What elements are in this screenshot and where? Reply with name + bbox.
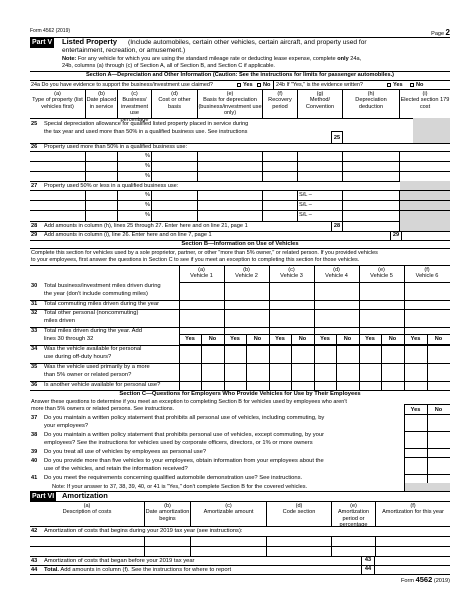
v6-yes-label: Yes [410, 336, 421, 342]
label-24a-no: No [263, 82, 271, 88]
line-39-number: 39 [31, 449, 38, 455]
section-c-no-label: No [434, 407, 443, 413]
v3-no-label: No [298, 336, 307, 342]
line-27-row3-percent: % [145, 212, 150, 218]
question-24b: 24b If "Yes," is the evidence written? [276, 82, 363, 88]
part-5-note-2: 24b, columns (a) through (c) of Section A, all of Section B, and Section C if applicable. [62, 63, 275, 69]
line-43-box-label: 43 [361, 556, 375, 565]
line-25-box-label: 25 [331, 131, 343, 143]
checkbox-24b-no[interactable] [410, 83, 414, 87]
line-40-no-cell[interactable] [428, 458, 449, 474]
line-42-text: Amortization of costs that begins during your 2019 tax year (see instructions): [44, 528, 243, 534]
section-c-note-shade [404, 483, 450, 491]
vehicle-6-header: (f) Vehicle 6 [415, 267, 439, 280]
line-43-number: 43 [31, 558, 38, 564]
line-30-text-2: the year (don't include commuting miles) [44, 291, 148, 297]
line-40-text-1: Do you provide more than five vehicles to your employees, obtain information from your employees about the [44, 458, 324, 464]
line-29-box-label: 29 [390, 231, 402, 240]
line-41-number: 41 [31, 475, 38, 481]
col-d-header: (d) Cost or other basis [158, 91, 191, 110]
line-25-number: 25 [31, 121, 38, 127]
col-b-header: (b) Date placed in service [86, 91, 117, 110]
col-f-header: (f) Recovery period [268, 91, 292, 110]
amort-col-d-header: (d) Code section [282, 503, 316, 516]
vehicle-1-header: (a) Vehicle 1 [190, 267, 213, 280]
v1-no-label: No [208, 336, 217, 342]
line-28-amount[interactable] [343, 221, 400, 231]
form-footer: Form 4562 (2019) [400, 575, 450, 584]
line-39-no-cell[interactable] [428, 449, 449, 457]
line-27-row2-percent: % [145, 202, 150, 208]
line-34-text-1: Was the vehicle available for personal [44, 346, 142, 352]
part-5-note-1: Note: For any vehicle for which you are using the standard mileage rate or deducting lease expense, complete only 24a, [62, 56, 362, 62]
part-5-badge: Part V [30, 38, 54, 48]
line-37-yes-cell[interactable] [405, 415, 426, 431]
col-h-header: (h) Depreciation deduction [355, 91, 387, 110]
line-29-text: Add amounts in column (i), line 26. Enter here and on line 7, page 1 [44, 232, 212, 238]
section-c-title: Section C—Questions for Employers Who Provide Vehicles for Use by Their Employees [119, 391, 361, 397]
line-29-amount[interactable] [402, 231, 450, 240]
line-28-number: 28 [31, 223, 38, 229]
v5-no-label: No [388, 336, 397, 342]
vehicle-3-header: (c) Vehicle 3 [280, 267, 303, 280]
vehicle-4-header: (d) Vehicle 4 [325, 267, 348, 280]
line-35-text-1: Was the vehicle used primarily by a more [44, 364, 150, 370]
line-44-box-label: 44 [361, 565, 375, 574]
col-c-header: (c) Business/ investment use percentage [120, 91, 149, 123]
part-6-title: Amortization [62, 491, 108, 500]
section-c-note: Note: If your answer to 37, 38, 39, 40, or 41 is "Yes," don't complete Section B for the covered vehicles. [52, 484, 308, 490]
v4-no-label: No [343, 336, 352, 342]
label-24b-yes: Yes [393, 82, 403, 88]
v3-yes-label: Yes [275, 336, 285, 342]
col-e-header: (e) Basis for depreciation (business/investment use only) [198, 91, 262, 117]
line-29-number: 29 [31, 232, 38, 238]
line-25-text-1: Special depreciation allowance for qualified listed property placed in service during [44, 121, 249, 127]
section-b-title: Section B—Information on Use of Vehicles [181, 241, 299, 247]
part-5-desc-1: (Include automobiles, certain other vehicles, certain aircraft, and property used for [128, 39, 367, 46]
line-27-row2-sl: S/L – [299, 202, 312, 208]
col-i-header: (i) Elected section 179 cost [400, 91, 450, 110]
page-number: Page 2 [431, 28, 450, 37]
line-28-text: Add amounts in column (h), lines 25 through 27. Enter here and on line 21, page 1 [44, 223, 248, 229]
line-27-row1-percent: % [145, 192, 150, 198]
section-c-intro-2: more than 5% owners or related persons. See instructions. [31, 406, 175, 412]
line-35-number: 35 [31, 364, 38, 370]
line-37-text-1: Do you maintain a written policy statement that prohibits all personal use of vehicles, including commuting, by [44, 415, 325, 421]
question-24a: 24a Do you have evidence to support the business/investment use claimed? [31, 82, 213, 88]
v6-no-label: No [434, 336, 443, 342]
line-28-box-label: 28 [331, 221, 343, 231]
amort-col-a-header: (a) Description of costs [62, 503, 112, 516]
label-24a-yes: Yes [243, 82, 253, 88]
line-41-text: Do you meet the requirements concerning qualified automobile demonstration use? See instructions. [44, 475, 303, 481]
line-25-text-2: the tax year and used more than 50% in a qualified business use. See instructions [44, 129, 248, 135]
checkbox-24b-yes[interactable] [387, 83, 391, 87]
line-32-number: 32 [31, 310, 38, 316]
line-44-text: Total. Add amounts in column (f). See the instructions for where to report [44, 567, 232, 573]
line-38-text-1: Do you maintain a written policy statement that prohibits personal use of vehicles, except commuting, by your [44, 432, 324, 438]
line-40-number: 40 [31, 458, 38, 464]
v1-yes-label: Yes [185, 336, 195, 342]
line-40-text-2: use of the vehicles, and retain the information received? [44, 466, 188, 472]
line-31-text: Total commuting miles driven during the year [44, 301, 160, 307]
v2-no-label: No [253, 336, 262, 342]
section-c-intro-1: Answer these questions to determine if you meet an exception to completing Section B for vehicles used by employees who aren't [31, 399, 347, 405]
section-b-intro-1: Complete this section for vehicles used by a sole proprietor, partner, or other "more than 5% owner," or related person. If you provided vehicles [31, 250, 378, 256]
line-27-text: Property used 50% or less in a qualified business use: [44, 183, 179, 189]
line-30-text-1: Total business/investment miles driven during [44, 283, 161, 289]
section-b-intro-2: to your employees, first answer the questions in Section C to see if you meet an exception to completing this section for those vehicles. [31, 257, 360, 263]
amort-col-c-header: (c) Amortizable amount [203, 503, 254, 516]
line-32-text-1: Total other personal (noncommuting) [44, 310, 139, 316]
form-id: Form 4562 (2019) [30, 28, 71, 34]
line-27-row1-sl: S/L – [299, 192, 312, 198]
line-26-number: 26 [31, 144, 38, 150]
v4-yes-label: Yes [320, 336, 330, 342]
checkbox-24a-yes[interactable] [237, 83, 241, 87]
line-34-number: 34 [31, 346, 38, 352]
line-33-text-1: Total miles driven during the year. Add [44, 328, 142, 334]
line-33-text-2: lines 30 through 32 [44, 336, 94, 342]
line-42-number: 42 [31, 528, 38, 534]
line-37-text-2: your employees? [44, 423, 89, 429]
line-38-number: 38 [31, 432, 38, 438]
col-g-header: (g) Method/ Convention [305, 91, 335, 110]
line-41-yes-cell[interactable] [405, 475, 426, 483]
line-41-no-cell[interactable] [428, 475, 449, 483]
amort-col-e-header: (e) Amortization period or percentage [337, 503, 370, 529]
line-38-no-cell[interactable] [428, 432, 449, 448]
line-39-text: Do you treat all use of vehicles by employees as personal use? [44, 449, 207, 455]
line-36-text: Is another vehicle available for personal use? [44, 382, 161, 388]
line-26-row2-percent: % [145, 163, 150, 169]
line-36-number: 36 [31, 382, 38, 388]
checkbox-24a-no[interactable] [257, 83, 261, 87]
v2-yes-label: Yes [230, 336, 240, 342]
section-a-title: Section A—Depreciation and Other Information (Caution: See the instructions for limits for passenger automobiles.) [85, 72, 395, 78]
line-28-shade [400, 221, 450, 231]
line-26-text: Property used more than 50% in a qualified business use: [44, 144, 188, 150]
label-24b-no: No [416, 82, 424, 88]
line-27-number: 27 [31, 183, 38, 189]
line-37-no-cell[interactable] [428, 415, 449, 431]
line-26-row1-percent: % [145, 153, 150, 159]
line-38-yes-cell[interactable] [405, 432, 426, 448]
amort-col-b-header: (b) Date amortization begins [145, 503, 190, 522]
line-43-text: Amortization of costs that began before your 2019 tax year [44, 558, 195, 564]
vehicle-5-header: (e) Vehicle 5 [370, 267, 393, 280]
line-43-amount[interactable] [376, 556, 450, 565]
line-44-amount[interactable] [376, 565, 450, 574]
line-26-row3-percent: % [145, 173, 150, 179]
line-34-text-2: use during off-duty hours? [44, 354, 112, 360]
col-a-header: (a) Type of property (list vehicles first) [32, 91, 83, 110]
line-44-number: 44 [31, 567, 38, 573]
amort-col-f-header: (f) Amortization for this year [382, 503, 444, 516]
line-27-shade [400, 181, 450, 222]
line-39-yes-cell[interactable] [405, 449, 426, 457]
line-25-shade [413, 118, 450, 143]
part-6-badge: Part VI [30, 492, 56, 502]
part-5-title: Listed Property [62, 37, 118, 46]
line-30-number: 30 [31, 283, 38, 289]
section-c-yes-label: Yes [410, 407, 421, 413]
line-33-number: 33 [31, 328, 38, 334]
line-31-number: 31 [31, 301, 38, 307]
vehicle-2-header: (b) Vehicle 2 [235, 267, 258, 280]
line-35-text-2: than 5% owner or related person? [44, 372, 132, 378]
part-5-desc-2: entertainment, recreation, or amusement.) [62, 47, 186, 54]
line-32-text-2: miles driven [44, 318, 75, 324]
line-38-text-2: employees? See the instructions for vehicles used by corporate officers, directors, or 1% or more owners [44, 440, 313, 446]
line-27-row3-sl: S/L – [299, 212, 312, 218]
line-37-number: 37 [31, 415, 38, 421]
line-25-amount[interactable] [343, 131, 400, 143]
line-40-yes-cell[interactable] [405, 458, 426, 474]
v5-yes-label: Yes [365, 336, 375, 342]
